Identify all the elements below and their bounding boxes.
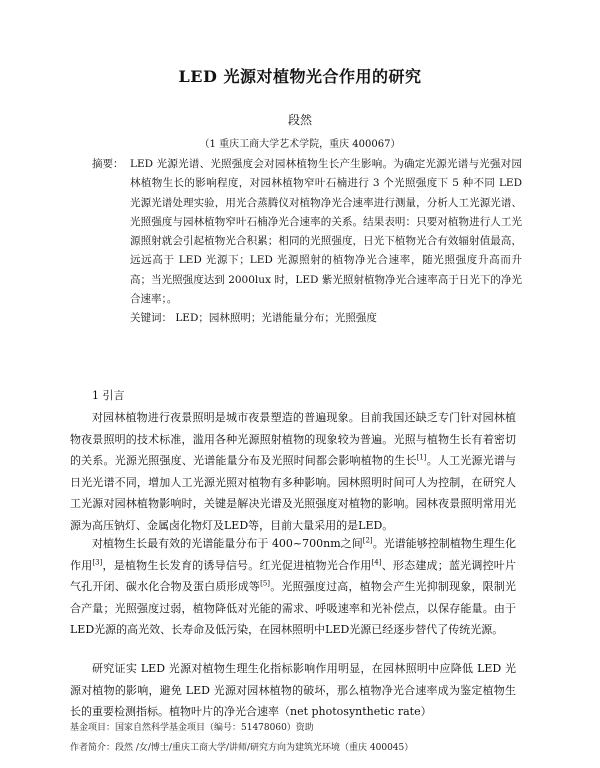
abstract-text: LED 光源光谱、光照强度会对园林植物生长产生影响。为确定光源光谱与光强对园林植物生长的影响程度，对园林植物窄叶石楠进行 3 个光照强度下 5 种不同 LED 光源光谱处理实验，用光合蒸腾仪对植物净光合速率进行测量，分析人工光源光谱、光照强度与园林植物窄叶石楠净光合速率的关系。结果表明：只要对植物进行人工光源照射就会引起植物光合积累；相同的光照强度，日光下植物光合有效辐射值最高，远远高于 LED 光源下；LED 光源照射的植物净光合速率，随光照强度升高而升高；当光照强度达到 2000lux 时，LED 紫光照射植物净光合速率高于日光下的净光合速率；。 xyxy=(130,158,522,306)
funding-note: 基金项目：国家自然科学基金项目（编号：51478060）资助 xyxy=(70,723,314,733)
paragraph-2 xyxy=(70,533,516,641)
p2-text-e: 。光照强度过高，植物会产生光抑制现象，限制光合产量；光照强度过弱，植物降低对光能的需求、呼吸速率和光补偿点，以保存能量。由于LED光源的高光效、长寿命及低污染，在园林照明中LED光源已经逐步替代了传统光源。 xyxy=(70,580,517,637)
citation-ref: [3] xyxy=(92,557,103,566)
paper-title: LED 光源对植物光合作用的研究 xyxy=(178,67,422,86)
citation-ref: [1] xyxy=(416,453,427,462)
citation-ref: [4] xyxy=(371,557,382,566)
abstract-label: 摘要： xyxy=(92,158,124,170)
p1-text-a: 对园林植物进行夜景照明是城市夜景塑造的普遍现象。目前我国还缺乏专门针对园林植物夜景照明的技术标准，滥用各种光源照射植物的现象较为普遍。光照与植物生长有着密切的关系。光源光照强度、光谱能量分布及光照时间都会影响植物的生长 xyxy=(70,411,516,468)
paragraph-1 xyxy=(70,407,516,537)
p2-text-c: ，是植物生长发育的诱导信号。红光促进植物光合作用 xyxy=(102,558,372,572)
p1-text-b: 。人工光源光谱与日光光谱不同，增加人工光源光照对植物有多种影响。园林照明时间可人为控制，在研究人工光源对园林植物影响时，关键是解决光谱及光照强度对植物的影响。园林夜景照明常用光源为高压钠灯、金属卤化物灯及LED等，目前大量采用的是LED。 xyxy=(70,454,516,532)
section-heading: 1 引言 xyxy=(92,389,125,402)
p2-text-a: 对植物生长最有效的光谱能量分布于 400~700nm之间 xyxy=(92,537,363,550)
p2-text-d: 、形态建成；蓝光调控叶片气孔开闭、碳水化合物及蛋白质形成等 xyxy=(70,558,517,594)
author-name: 段然 xyxy=(287,113,312,127)
citation-ref: [5] xyxy=(260,579,271,588)
citation-ref: [2] xyxy=(362,536,373,545)
p2-text-b: 。光谱能够控制植物生理生化作用 xyxy=(70,537,517,572)
paragraph-3: 研究证实 LED 光源对植物生理生化指标影响作用明显，在园林照明中应降低 LED 光源对植物的影响，避免 LED 光源对园林植物的破坏，那么植物净光合速率成为鉴定植物生长的重要检测指标。植物叶片的净光合速率（net photosynthetic rate） xyxy=(70,662,516,719)
author-affiliation: （1 重庆工商大学艺术学院，重庆 400067） xyxy=(199,139,401,150)
author-bio: 作者简介：段然 /女/博士/重庆工商大学/讲师/研究方向为建筑光环境（重庆 400045） xyxy=(70,743,414,753)
keywords: 关键词： LED；园林照明；光谱能量分布；光照强度 xyxy=(130,312,377,325)
abstract-block xyxy=(92,155,522,329)
